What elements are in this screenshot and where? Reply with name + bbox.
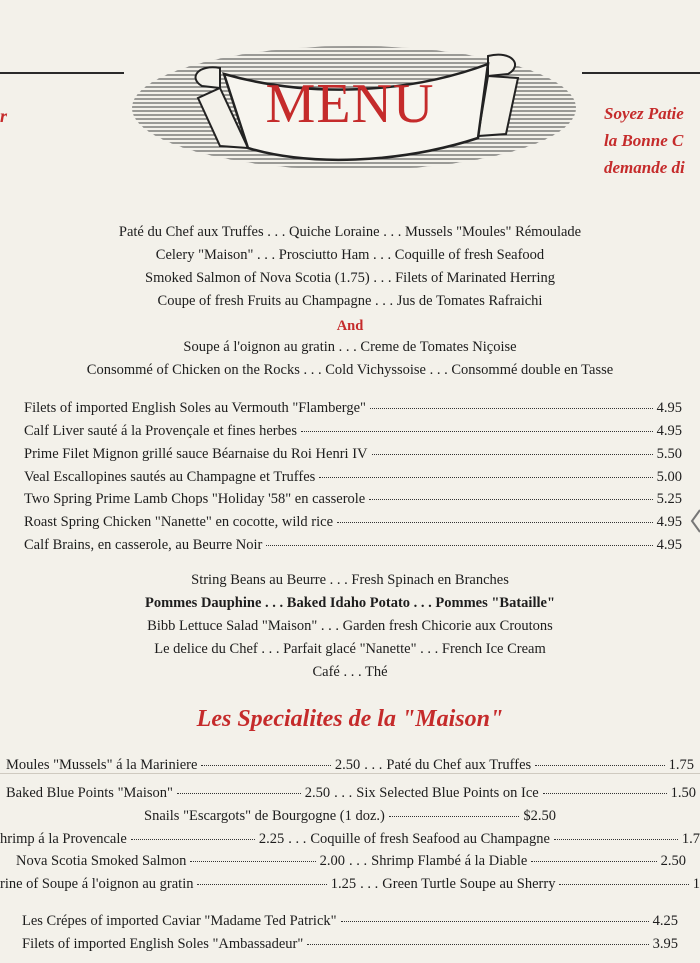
- soup-line: Soupe á l'oignon au gratin . . . Creme de Tomates Niçoise: [183, 339, 517, 355]
- entree-price: 5.25: [656, 491, 682, 507]
- separator: . . .: [334, 785, 353, 801]
- specialite-name: rine of Soupe á l'oignon au gratin: [0, 876, 194, 892]
- specialite-price: 2.50: [660, 853, 686, 869]
- leader-dots: [190, 861, 315, 862]
- right-line-1: Soyez Patie: [604, 104, 684, 123]
- leader-dots: [389, 816, 520, 817]
- and-label: And: [336, 318, 364, 334]
- leader-dots: [543, 793, 667, 794]
- left-page-fragment: r: [0, 106, 8, 126]
- specialite-name: Snails "Escargots" de Bourgogne (1 doz.): [144, 808, 385, 824]
- specialite-name: Green Turtle Soupe au Sherry: [382, 876, 556, 892]
- right-line-3: demande di: [604, 158, 685, 177]
- specialite-name: Baked Blue Points "Maison": [6, 785, 173, 801]
- entree-name: Prime Filet Mignon grillé sauce Béarnaise du Roi Henri IV: [24, 446, 368, 462]
- entree-name: Roast Spring Chicken "Nanette" en cocotte, wild rice: [24, 514, 334, 530]
- specialite-row: [0, 831, 700, 848]
- specialite-price: 2.25: [258, 831, 285, 847]
- specialite-price: 3.95: [652, 936, 678, 952]
- edge-bracket-icon: [690, 508, 700, 534]
- specialite-row: [6, 785, 696, 802]
- leader-dots: [319, 477, 652, 478]
- specialite-name: Filets of imported English Soles "Ambassadeur": [22, 936, 304, 952]
- leader-dots: [372, 454, 653, 455]
- appetizer-line: Celery "Maison" . . . Prosciutto Ham . . . Coquille of fresh Seafood: [155, 247, 545, 263]
- entree-price: 4.95: [656, 423, 682, 439]
- entree-price: 5.00: [656, 469, 682, 485]
- entree-price: 5.50: [656, 446, 682, 462]
- entree-row: [24, 491, 682, 508]
- entree-row: [24, 537, 682, 554]
- leader-dots: [369, 499, 652, 500]
- leader-dots: [307, 944, 648, 945]
- specialite-name: Les Crépes of imported Caviar "Madame Ted Patrick": [22, 913, 337, 929]
- entree-name: Veal Escallopines sautés au Champagne et Truffes: [24, 469, 316, 485]
- specialite-price: 1.50: [670, 785, 696, 801]
- menu-title: MENU: [265, 73, 435, 135]
- leader-dots: [177, 793, 301, 794]
- entree-name: Calf Liver sauté á la Provençale et fines herbes: [24, 423, 297, 439]
- entree-row: [24, 423, 682, 440]
- entree-name: Filets of imported English Soles au Vermouth "Flamberge": [24, 400, 366, 416]
- entree-row: [24, 446, 682, 463]
- entree-name: Two Spring Prime Lamb Chops "Holiday '58" en casserole: [24, 491, 366, 507]
- specialite-price: 2.50: [334, 757, 361, 773]
- specialite-name: hrimp á la Provencale: [0, 831, 127, 847]
- entree-price: 4.95: [656, 537, 682, 553]
- entree-name: Calf Brains, en casserole, au Beurre Noir: [24, 537, 263, 553]
- side-line: String Beans au Beurre . . . Fresh Spinach en Branches: [191, 572, 509, 588]
- specialite-row: [0, 876, 700, 893]
- specialite-name: Shrimp Flambé á la Diable: [371, 853, 528, 869]
- entree-row: [24, 469, 682, 486]
- separator: . . .: [360, 876, 379, 892]
- specialite-price: 1.75: [668, 757, 694, 773]
- right-line-2: la Bonne C: [604, 131, 684, 150]
- separator: . . .: [364, 757, 383, 773]
- specialite-name: Paté du Chef aux Truffes: [386, 757, 532, 773]
- specialite-name: Six Selected Blue Points on Ice: [356, 785, 539, 801]
- page-fold: [0, 773, 700, 774]
- leader-dots: [301, 431, 653, 432]
- leader-dots: [337, 522, 653, 523]
- side-line: Bibb Lettuce Salad "Maison" . . . Garden fresh Chicorie aux Croutons: [147, 618, 553, 634]
- leader-dots: [535, 765, 664, 766]
- specialite-name: Nova Scotia Smoked Salmon: [16, 853, 187, 869]
- leader-dots: [131, 839, 255, 840]
- specialite-row: [6, 757, 694, 774]
- specialite-price: 1.7: [681, 831, 700, 847]
- separator: . . .: [349, 853, 368, 869]
- appetizer-line: Paté du Chef aux Truffes . . . Quiche Loraine . . . Mussels "Moules" Rémoulade: [118, 224, 582, 240]
- specialite-name: Coquille of fresh Seafood au Champagne: [310, 831, 550, 847]
- leader-dots: [266, 545, 652, 546]
- leader-dots: [370, 408, 653, 409]
- soup-line: Consommé of Chicken on the Rocks . . . Cold Vichyssoise . . . Consommé double en Tasse: [86, 362, 614, 378]
- leader-dots: [197, 884, 326, 885]
- specialite-price: 2.50: [304, 785, 331, 801]
- side-line: Pommes Dauphine . . . Baked Idaho Potato . . . Pommes "Bataille": [144, 595, 556, 611]
- appetizer-line: Smoked Salmon of Nova Scotia (1.75) . . . Filets of Marinated Herring: [145, 270, 555, 286]
- leader-dots: [554, 839, 678, 840]
- appetizer-line: Coupe of fresh Fruits au Champagne . . . Jus de Tomates Rafraichi: [157, 293, 543, 309]
- separator: . . .: [288, 831, 307, 847]
- specialite-price: $2.50: [523, 808, 556, 824]
- entree-row: [24, 514, 682, 531]
- specialite-price: 4.25: [652, 913, 678, 929]
- specialite-entree-row: [22, 936, 678, 953]
- specialites-title: Les Specialites de la "Maison": [196, 706, 504, 732]
- beverage-line: Café . . . Thé: [312, 664, 388, 680]
- specialite-price: 2.00: [319, 853, 345, 869]
- specialite-entree-row: [22, 913, 678, 930]
- dessert-line: Le delice du Chef . . . Parfait glacé "Nanette" . . . French Ice Cream: [154, 641, 546, 657]
- snails-row: [144, 808, 556, 825]
- specialite-name: Moules "Mussels" á la Mariniere: [6, 757, 198, 773]
- entree-price: 4.95: [656, 514, 682, 530]
- specialite-price: 1: [692, 876, 700, 892]
- specialite-price: 1.25: [330, 876, 357, 892]
- specialite-row: [16, 853, 686, 870]
- leader-dots: [559, 884, 688, 885]
- entree-price: 4.95: [656, 400, 682, 416]
- leader-dots: [201, 765, 330, 766]
- entree-row: [24, 400, 682, 417]
- leader-dots: [531, 861, 656, 862]
- leader-dots: [341, 921, 649, 922]
